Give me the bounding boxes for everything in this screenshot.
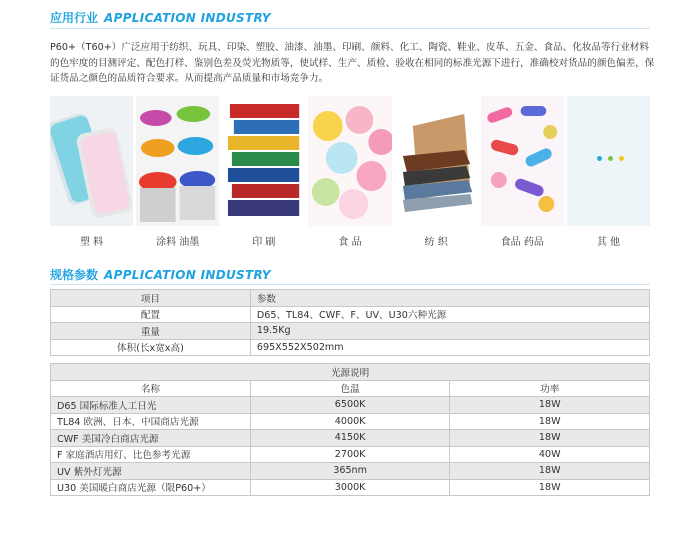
industry-label-food-drug: 食品 药品 <box>500 237 544 248</box>
paint-cans-photo <box>136 96 219 226</box>
section-divider <box>50 284 650 285</box>
spec-row <box>51 306 650 323</box>
light-power: 18W <box>450 479 650 496</box>
light-name: UV 紫外灯光源 <box>51 463 251 480</box>
three-dots-icon <box>567 96 650 226</box>
phone-case-photo <box>50 96 133 226</box>
spec-row <box>51 339 650 356</box>
light-row <box>51 413 650 430</box>
light-row <box>51 397 650 414</box>
light-power: 18W <box>450 463 650 480</box>
dot-green-icon <box>608 156 613 161</box>
light-temp: 4150K <box>250 430 450 447</box>
candy-photo <box>308 96 391 226</box>
dot-blue-icon <box>597 156 602 161</box>
industry-label-printing: 印 刷 <box>252 237 276 248</box>
light-row <box>51 430 650 447</box>
section-title-cn: 规格参数 <box>50 268 99 282</box>
section-title-application <box>50 9 271 26</box>
fabric-stack-photo <box>395 96 478 226</box>
spec-label: 体积(长x宽x高) <box>51 339 251 356</box>
industry-label-textile: 纺 织 <box>424 237 448 248</box>
spec-value: 19.5Kg <box>250 323 649 340</box>
light-power: 18W <box>450 397 650 414</box>
spec-row <box>51 323 650 340</box>
spec-value: D65、TL84、CWF、F、UV、U30六种光源 <box>250 306 649 323</box>
lights-header-name: 名称 <box>51 380 251 397</box>
light-temp: 2700K <box>250 446 450 463</box>
light-power: 18W <box>450 430 650 447</box>
spec-label: 重量 <box>51 323 251 340</box>
section-title-specs <box>50 266 271 283</box>
spec-label: 配置 <box>51 306 251 323</box>
light-row <box>51 479 650 496</box>
books-photo <box>222 96 305 226</box>
industry-label-plastic: 塑 料 <box>79 237 104 248</box>
lights-header-temp: 色温 <box>250 380 450 397</box>
lights-header-power: 功率 <box>450 380 650 397</box>
industry-label-paint: 涂料 油墨 <box>156 237 200 248</box>
light-name: CWF 美国冷白商店光源 <box>51 430 251 447</box>
industry-labels <box>50 233 650 248</box>
spec-header-row <box>51 290 650 307</box>
lights-title: 光源说明 <box>51 364 650 381</box>
light-temp: 4000K <box>250 413 450 430</box>
spec-header-param: 参数 <box>250 290 649 307</box>
light-name: D65 国际标准人工日光 <box>51 397 251 414</box>
spec-header-item: 项目 <box>51 290 251 307</box>
spec-spacer-row <box>51 356 650 364</box>
light-temp: 3000K <box>250 479 450 496</box>
section-title-en: APPLICATION INDUSTRY <box>104 11 271 25</box>
light-row <box>51 463 650 480</box>
spec-value: 695X552X502mm <box>250 339 649 356</box>
intro-paragraph: P60+（T60+）广泛应用于纺织、玩具、印染、塑胶、油漆、油墨、印刷、颜料、化工、陶瓷、鞋业、皮革、五金、食品、化妆品等行业材料的色牢度的目测评定、配色打样、鉴别色差及荧光物质等，使试样、生产、质检、验收在相同的标准光源下进行，准确校对货品的颜色偏差，保证货品之颜色的品质符合要求。从而提高产品质量和市场竞争力。 <box>50 42 655 84</box>
light-name: F 家庭酒店用灯、比色参考光源 <box>51 446 251 463</box>
light-power: 40W <box>450 446 650 463</box>
light-temp: 6500K <box>250 397 450 414</box>
light-power: 18W <box>450 413 650 430</box>
light-temp: 365nm <box>250 463 450 480</box>
spec-table <box>50 289 650 496</box>
industry-label-food: 食 品 <box>338 237 362 248</box>
light-row <box>51 446 650 463</box>
lights-header-row <box>51 380 650 397</box>
industry-label-other: 其 他 <box>596 237 620 248</box>
pills-photo <box>481 96 564 226</box>
section-title-en: APPLICATION INDUSTRY <box>104 268 271 282</box>
industry-image-row <box>50 96 650 226</box>
light-name: TL84 欧洲、日本、中国商店光源 <box>51 413 251 430</box>
section-divider <box>50 28 650 29</box>
light-name: U30 美国暖白商店光源（限P60+） <box>51 479 251 496</box>
dot-yellow-icon <box>619 156 624 161</box>
section-title-cn: 应用行业 <box>50 11 99 25</box>
lights-title-row <box>51 364 650 381</box>
